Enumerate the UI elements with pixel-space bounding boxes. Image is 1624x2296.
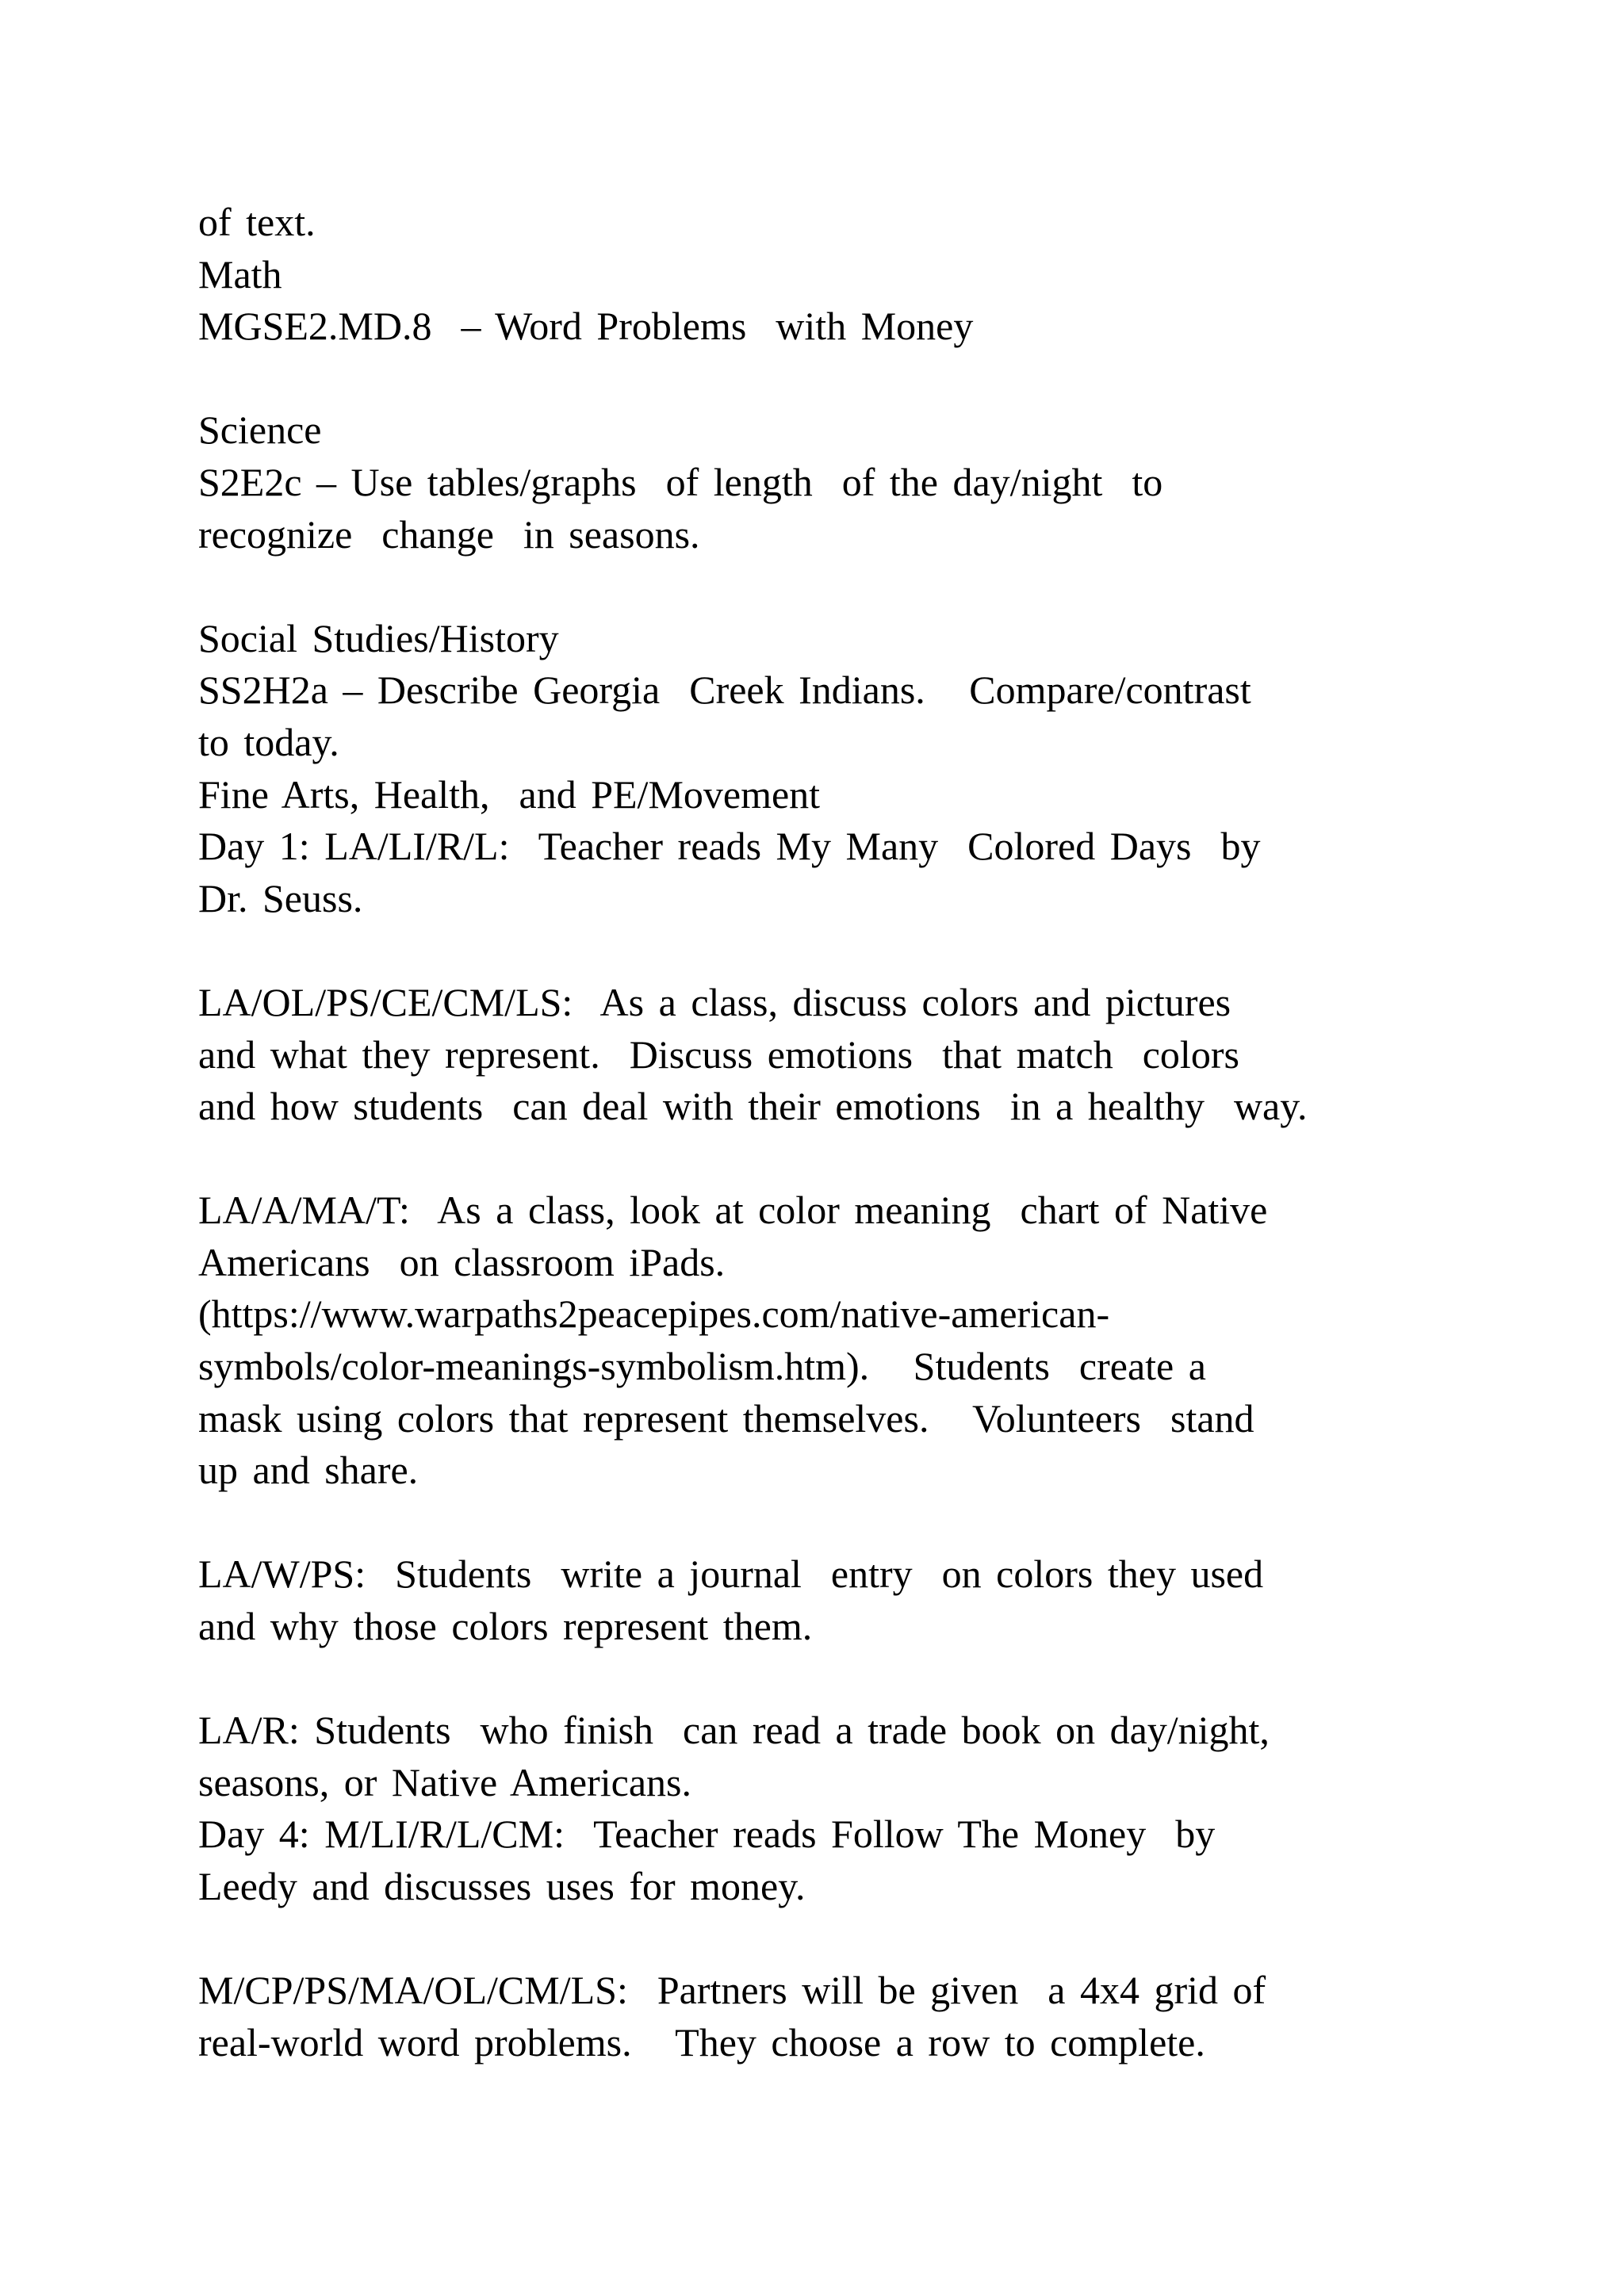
blank-line (198, 924, 1499, 977)
text-line: Americans on classroom iPads. (198, 1239, 726, 1284)
section-heading-social-studies: Social Studies/History (198, 615, 559, 660)
text-line: MGSE2.MD.8 – Word Problems with Money (198, 304, 974, 349)
text-line: mask using colors that represent themselves. Volunteers stand (198, 1395, 1254, 1441)
blank-line (198, 1653, 1499, 1705)
blank-line (198, 1133, 1499, 1185)
text-line: seasons, or Native Americans. (198, 1759, 692, 1804)
blank-line (198, 561, 1499, 613)
url-text: (https://www.warpaths2peacepipes.com/native-american- (198, 1292, 1110, 1337)
section-heading-fine-arts: Fine Arts, Health, and PE/Movement (198, 771, 821, 817)
text-line: and what they represent. Discuss emotions that match colors (198, 1031, 1239, 1077)
text-line: LA/R: Students who finish can read a trade book on day/night, (198, 1708, 1270, 1753)
url-text: symbols/color-meanings-symbolism.htm). Students create a (198, 1344, 1206, 1389)
text-line: recognize change in seasons. (198, 511, 700, 557)
text-line: to today. (198, 719, 339, 764)
text-line: Day 1: LA/LI/R/L: Teacher reads My Many Colored Days by (198, 824, 1261, 869)
section-heading-science: Science (198, 408, 322, 453)
text-line: Leedy and discusses uses for money. (198, 1864, 806, 1908)
blank-line (198, 353, 1499, 405)
text-line: and how students can deal with their emotions in a healthy way. (198, 1084, 1308, 1129)
text-line: Day 4: M/LI/R/L/CM: Teacher reads Follow The Money by (198, 1812, 1216, 1857)
text-line: and why those colors represent them. (198, 1604, 813, 1649)
text-line: of text. (198, 200, 316, 244)
document-body (198, 197, 1499, 2068)
text-line: M/CP/PS/MA/OL/CM/LS: Partners will be given a 4x4 grid of (198, 1968, 1266, 2013)
blank-line (198, 1913, 1499, 1965)
text-line: S2E2c – Use tables/graphs of length of the day/night to (198, 459, 1163, 504)
text-line: SS2H2a – Describe Georgia Creek Indians. Compare/contrast (198, 668, 1251, 713)
section-heading-math: Math (198, 251, 282, 297)
text-line: Dr. Seuss. (198, 875, 363, 920)
text-line: LA/OL/PS/CE/CM/LS: As a class, discuss colors and pictures (198, 979, 1231, 1024)
text-line: real-world word problems. They choose a row to complete. (198, 2019, 1205, 2064)
text-line: LA/W/PS: Students write a journal entry on colors they used (198, 1552, 1264, 1597)
text-line: up and share. (198, 1448, 419, 1493)
text-line: LA/A/MA/T: As a class, look at color meaning chart of Native (198, 1188, 1268, 1233)
blank-line (198, 1497, 1499, 1549)
